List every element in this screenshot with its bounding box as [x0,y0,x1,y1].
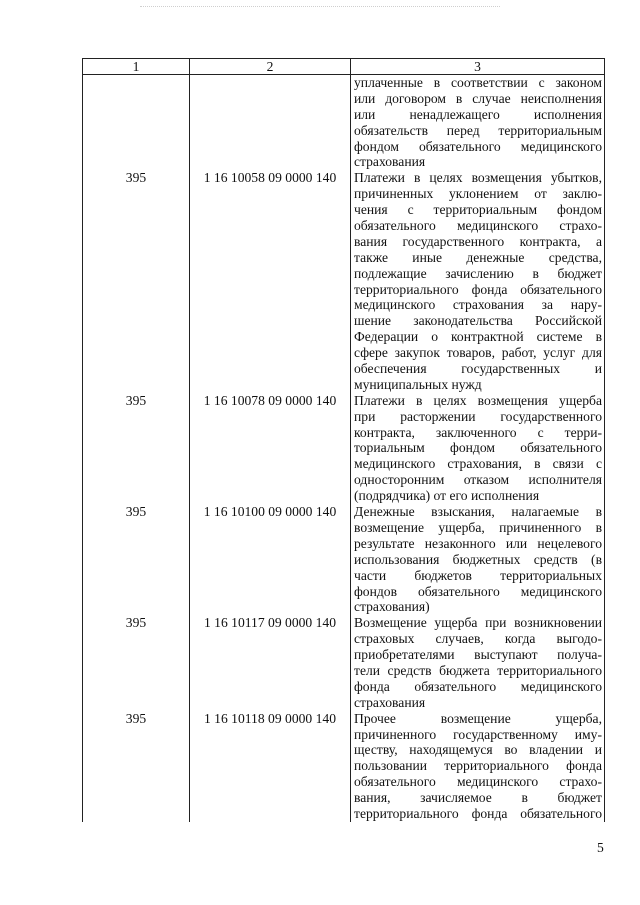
description-line: обеспечения государственных и [354,361,602,377]
column-header-1: 1 [83,59,190,75]
column-header-2: 2 [190,59,351,75]
income-description-cell [351,504,605,615]
description-line: муниципальных нужд [354,376,482,392]
description-line: медицинского страхования за нару- [354,297,602,313]
table-row [83,75,605,171]
description-line: шение законодательства Российской [354,313,602,329]
description-line: фонда обязательного медицинского [354,678,602,694]
admin-code-cell [83,75,190,171]
description-line: части бюджетов территориальных [354,567,602,583]
description-line: причиненных уклонением от заклю- [354,186,602,202]
description-line: приобретателями выступают получа- [354,647,602,663]
description-line: (подрядчика) от его исполнения [354,488,540,504]
description-line: чения с территориальным фондом [354,202,602,218]
description-line: подлежащие зачислению в бюджет [354,265,602,281]
table-row [83,393,605,504]
table-row [83,615,605,710]
description-line: тели средств бюджета территориального [354,662,602,678]
description-line: уплаченные в соответствии с законом [354,75,602,90]
description-line: территориального фонда обязательного [354,281,602,297]
description-line: фондом обязательного медицинского [354,138,602,154]
budget-classification-code-cell: 1 16 10058 09 0000 140 [190,170,351,392]
admin-code-cell: 395 [83,504,190,615]
column-header-3: 3 [351,59,605,75]
description-line: причиненного государственному иму- [354,726,602,742]
income-description-cell [351,170,605,392]
description-line: обязательного медицинского страхо- [354,218,602,234]
admin-code-cell: 395 [83,711,190,822]
description-line: результате незаконного или нецелевого [354,535,602,551]
scan-artifact-line [140,6,500,8]
budget-classification-code-cell [190,75,351,171]
description-line: Платежи в целях возмещения убытков, [354,170,602,186]
income-description-cell [351,75,605,171]
description-line: страхования) [354,599,430,615]
description-line: Денежные взыскания, налагаемые в [354,504,602,520]
description-line: Возмещение ущерба при возникновении [354,615,602,631]
admin-code-cell: 395 [83,393,190,504]
description-line: или договором в случае неисполнения [354,90,602,106]
description-line: страхования [354,154,426,170]
income-description-cell [351,711,605,822]
description-line: или ненадлежащего исполнения [354,106,602,122]
description-line: обязательств перед территориальным [354,122,602,138]
description-line: контракта, заключенного с терри- [354,424,602,440]
admin-code-cell: 395 [83,170,190,392]
budget-classification-code-cell: 1 16 10078 09 0000 140 [190,393,351,504]
description-line: Прочее возмещение ущерба, [354,710,602,726]
description-line: вания, зачисляемое в бюджет [354,790,602,806]
table-row [83,504,605,615]
description-line: территориального фонда обязательного [354,805,602,821]
table-body [83,75,605,822]
income-description-cell [351,393,605,504]
description-line: фондов обязательного медицинского [354,583,602,599]
budget-classification-code-cell: 1 16 10100 09 0000 140 [190,504,351,615]
description-line: обязательного медицинского страхо- [354,774,602,790]
description-line: пользовании территориального фонда [354,758,602,774]
description-line: ществу, находящемуся во владении и [354,742,602,758]
budget-codes-table [82,58,605,822]
description-line: медицинского страхования, в связи с [354,456,602,472]
table-header-row [83,59,605,75]
description-line: страхования [354,694,426,710]
description-line: использования бюджетных средств (в [354,551,602,567]
description-line: ториальным фондом обязательного [354,440,602,456]
table-row [83,711,605,822]
description-line: сфере закупок товаров, работ, услуг для [354,345,602,361]
description-line: односторонним отказом исполнителя [354,472,602,488]
budget-classification-code-cell: 1 16 10117 09 0000 140 [190,615,351,710]
description-line: возмещение ущерба, причиненного в [354,519,602,535]
description-line: при расторжении государственного [354,408,602,424]
budget-classification-code-cell: 1 16 10118 09 0000 140 [190,711,351,822]
description-line: также иные денежные средства, [354,249,602,265]
description-line: Федерации о контрактной системе в [354,329,602,345]
description-line: Платежи в целях возмещения ущерба [354,392,602,408]
description-line: вания государственного контракта, а [354,233,602,249]
page-number: 5 [597,840,604,855]
table-row [83,170,605,392]
income-description-cell [351,615,605,710]
admin-code-cell: 395 [83,615,190,710]
description-line: страховых случаев, когда выгодо- [354,631,602,647]
